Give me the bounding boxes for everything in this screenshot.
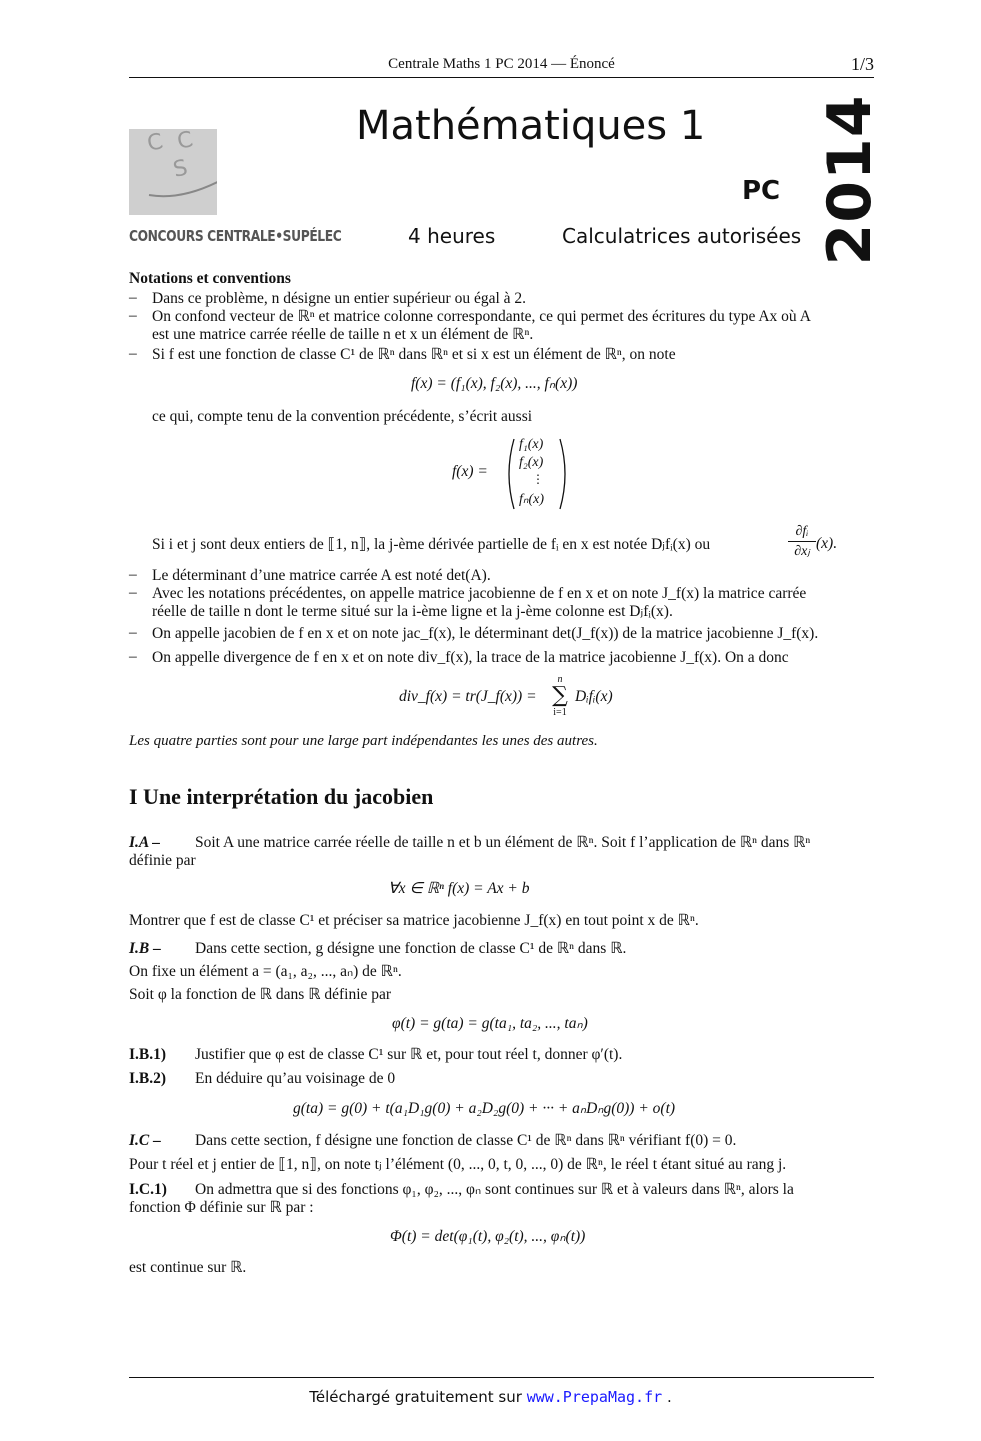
vector-ellipsis: ⋮ bbox=[532, 472, 544, 486]
question-text: Dans cette section, f désigne une fonction de classe C¹ de ℝⁿ dans ℝⁿ vérifiant f(0) = 0. bbox=[195, 1132, 737, 1149]
svg-text:S: S bbox=[171, 155, 190, 183]
question-label-IC1: I.C.1) bbox=[129, 1181, 167, 1198]
bullet-dash: – bbox=[129, 307, 137, 324]
partial-derivative-text: Si i et j sont deux entiers de ⟦1, n⟧, la j-ème dérivée partielle de fᵢ en x est notée Dⱼfᵢ(x) ou bbox=[152, 536, 711, 553]
bullet-dash: – bbox=[129, 566, 137, 583]
fraction-numerator: ∂fᵢ bbox=[795, 524, 809, 539]
question-text: En déduire qu’au voisinage de 0 bbox=[195, 1070, 396, 1087]
question-label-IC: I.C – bbox=[129, 1132, 161, 1149]
notations-heading: Notations et conventions bbox=[129, 270, 291, 287]
question-text: Montrer que f est de classe C¹ et préciser sa matrice jacobienne J_f(x) en tout point x de ℝⁿ. bbox=[129, 912, 699, 929]
question-text: Soit φ la fonction de ℝ dans ℝ définie par bbox=[129, 986, 392, 1003]
logo-caption: CONCOURS CENTRALE•SUPÉLEC bbox=[129, 227, 342, 245]
fraction-denominator: ∂xⱼ bbox=[794, 544, 810, 559]
notation-item: réelle de taille n dont le terme situé sur la i-ème ligne et la j-ème colonne est Dⱼfᵢ(x). bbox=[152, 603, 673, 620]
header-rule bbox=[129, 77, 874, 78]
notation-text: ce qui, compte tenu de la convention précédente, s’écrit aussi bbox=[152, 408, 533, 425]
svg-text:C: C bbox=[175, 129, 196, 155]
equation-div-lhs: div_f(x) = tr(J_f(x)) = bbox=[399, 688, 537, 705]
equation-Phi: Φ(t) = det(φ₁(t), φ₂(t), ..., φₙ(t)) bbox=[390, 1228, 586, 1245]
partial-tail: (x). bbox=[816, 535, 838, 552]
notation-item: Dans ce problème, n désigne un entier supérieur ou égal à 2. bbox=[152, 290, 527, 307]
notation-item: On confond vecteur de ℝⁿ et matrice colonne correspondante, ce qui permet des écritures du type Ax où A bbox=[152, 308, 811, 325]
bullet-dash: – bbox=[129, 624, 137, 641]
equation-affine: ∀x ∈ ℝⁿ f(x) = Ax + b bbox=[388, 880, 530, 897]
duration-label: 4 heures bbox=[408, 224, 496, 248]
sum-upper: n bbox=[557, 674, 563, 685]
question-label-IA: I.A – bbox=[129, 834, 161, 851]
question-text: est continue sur ℝ. bbox=[129, 1259, 247, 1276]
concours-logo bbox=[129, 129, 217, 215]
vector-entry: fₙ(x) bbox=[519, 492, 545, 507]
calculators-label: Calculatrices autorisées bbox=[562, 224, 802, 248]
parts-note: Les quatre parties sont pour une large part indépendantes les unes des autres. bbox=[129, 733, 598, 749]
equation-f-tuple: f(x) = (f₁(x), f₂(x), ..., fₙ(x)) bbox=[411, 375, 578, 392]
question-text: Soit A une matrice carrée réelle de taille n et b un élément de ℝⁿ. Soit f l’application de ℝⁿ dans ℝⁿ bbox=[195, 834, 811, 851]
footer-rule bbox=[129, 1377, 874, 1378]
equation-phi: φ(t) = g(ta) = g(ta₁, ta₂, ..., taₙ) bbox=[392, 1015, 588, 1032]
bullet-dash: – bbox=[129, 648, 137, 665]
vector-entry: f₁(x) bbox=[519, 437, 544, 452]
footer-link[interactable]: www.PrepaMag.fr bbox=[526, 1388, 663, 1406]
sum-lower: i=1 bbox=[553, 707, 567, 718]
sum-operator bbox=[548, 674, 572, 718]
logo-graphic bbox=[129, 129, 217, 215]
notation-item: Avec les notations précédentes, on appelle matrice jacobienne de f en x et on note J_f(x) la matrice carrée bbox=[152, 585, 807, 602]
question-label-IB1: I.B.1) bbox=[129, 1046, 167, 1063]
equation-taylor: g(ta) = g(0) + t(a₁D₁g(0) + a₂D₂g(0) + ··· + aₙDₙg(0)) + o(t) bbox=[293, 1100, 676, 1117]
question-text: On admettra que si des fonctions φ₁, φ₂, ..., φₙ sont continues sur ℝ et à valeurs dans ℝⁿ, alors la bbox=[195, 1181, 794, 1198]
running-header bbox=[129, 54, 874, 76]
sigma-symbol: ∑ bbox=[552, 683, 568, 708]
question-text: Dans cette section, g désigne une fonction de classe C¹ de ℝⁿ dans ℝ. bbox=[195, 940, 627, 957]
footer-text: Téléchargé gratuitement sur bbox=[309, 1388, 522, 1406]
page-number: 1/3 bbox=[850, 54, 874, 74]
bullet-dash: – bbox=[129, 289, 137, 306]
question-text: fonction Φ définie sur ℝ par : bbox=[129, 1199, 314, 1216]
question-text: Justifier que φ est de classe C¹ sur ℝ et, pour tout réel t, donner φ′(t). bbox=[195, 1046, 623, 1063]
section-title: I Une interprétation du jacobien bbox=[129, 784, 434, 809]
equation-vector-lhs: f(x) = bbox=[452, 463, 488, 480]
running-title: Centrale Maths 1 PC 2014 — Énoncé bbox=[388, 56, 615, 72]
question-label-IB2: I.B.2) bbox=[129, 1070, 167, 1087]
notation-item: Si f est une fonction de classe C¹ de ℝⁿ dans ℝⁿ et si x est un élément de ℝⁿ, on note bbox=[152, 346, 676, 363]
question-text: définie par bbox=[129, 852, 196, 869]
filiere-label: PC bbox=[742, 176, 781, 206]
footer bbox=[0, 1388, 981, 1406]
partial-fraction bbox=[788, 524, 816, 560]
fraction-bar bbox=[788, 541, 816, 542]
year-label: 2014 bbox=[815, 94, 885, 266]
bullet-dash: – bbox=[129, 345, 137, 362]
footer-end: . bbox=[666, 1388, 672, 1406]
notation-item: Le déterminant d’une matrice carrée A est noté det(A). bbox=[152, 567, 491, 584]
question-label-IB: I.B – bbox=[129, 940, 161, 957]
equation-div-rhs: Dᵢfᵢ(x) bbox=[575, 688, 613, 705]
notation-item: On appelle divergence de f en x et on note div_f(x), la trace de la matrice jacobienne J_f(x). On a donc bbox=[152, 649, 789, 666]
svg-text:C: C bbox=[145, 129, 166, 157]
page-title: Mathématiques 1 bbox=[356, 103, 706, 149]
vector-entry: f₂(x) bbox=[519, 455, 544, 470]
bullet-dash: – bbox=[129, 584, 137, 601]
question-text: Pour t réel et j entier de ⟦1, n⟧, on note tⱼ l’élément (0, ..., 0, t, 0, ..., 0) de ℝⁿ, le réel t étant situé au rang j. bbox=[129, 1156, 787, 1173]
column-vector bbox=[506, 437, 568, 511]
question-text: On fixe un élément a = (a₁, a₂, ..., aₙ) de ℝⁿ. bbox=[129, 963, 402, 980]
notation-item: On appelle jacobien de f en x et on note jac_f(x), le déterminant det(J_f(x)) de la matrice jacobienne J_f(x). bbox=[152, 625, 819, 642]
notation-item: est une matrice carrée réelle de taille n et x un élément de ℝⁿ. bbox=[152, 326, 534, 343]
